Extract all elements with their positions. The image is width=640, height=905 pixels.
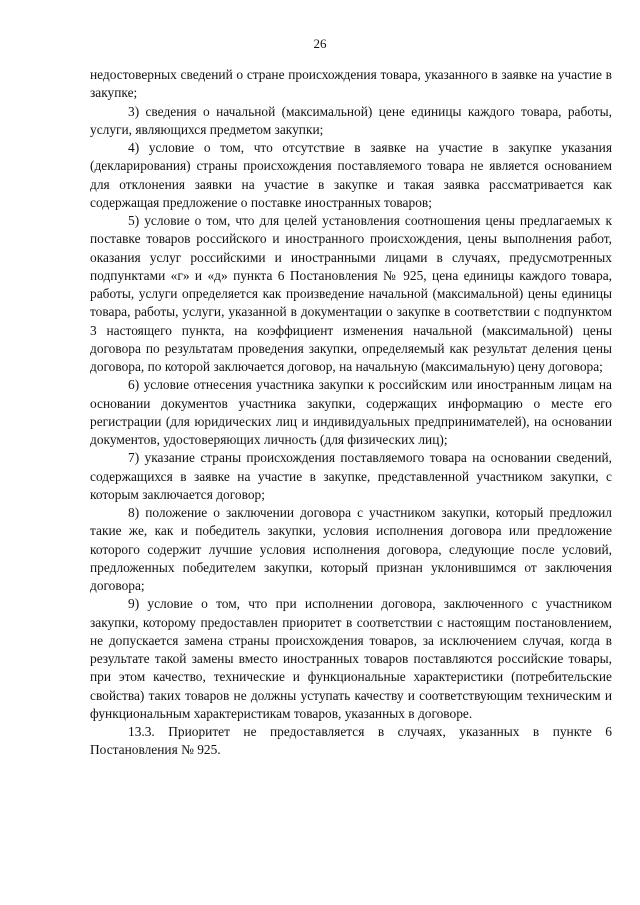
paragraph-item-6: 6) условие отнесения участника закупки к российским или иностранным лицам на основании документов участника закупки, содержащих информацию о месте его регистрации (для юридических лиц и индивидуальных предпринимателей), на основании документов, удостоверяющих личность (для физических лиц); xyxy=(90,377,612,447)
paragraph-item-9: 9) условие о том, что при исполнении договора, заключенного с участником закупки, которому предоставлен приоритет в соответствии с настоящим постановлением, не допускается замена страны происхождения товаров, за исключением случая, когда в результате такой замены вместо иностранных товаров поставляются российские товары, при этом качество, технические и функциональные характеристики (потребительские свойства) таких товаров не должны уступать качеству и соответствующим техническим и функциональным характеристикам товаров, указанных в договоре. xyxy=(90,596,612,721)
paragraph-item-7: 7) указание страны происхождения поставляемого товара на основании сведений, содержащихся в заявке на участие в закупке, представленной участником закупки, с которым заключается договор; xyxy=(90,450,612,502)
paragraph-item-5: 5) условие о том, что для целей установления соотношения цены предлагаемых к поставке товаров российского и иностранного происхождения, цены выполнения работ, оказания услуг российскими и иностранными лицами в случаях, предусмотренных подпунктами «г» и «д» пункта 6 Постановления № 925, цена единицы каждого товара, работы, услуги определяется как произведение начальной (максимальной) цены единицы товара, работы, услуги, указанной в документации о закупке в соответствии с подпунктом 3 настоящего пункта, на коэффициент изменения начальной (максимальной) цены договора по результатам проведения закупки, определяемый как результат деления цены договора, по которой заключается договор, на начальную (максимальную) цену договора; xyxy=(90,213,612,374)
paragraph-item-4: 4) условие о том, что отсутствие в заявке на участие в закупке указания (декларирования) страны происхождения поставляемого товара не является основанием для отклонения заявки на участие в закупке и такая заявка рассматривается как содержащая предложение о поставке иностранных товаров; xyxy=(90,140,612,210)
paragraph-item-3: 3) сведения о начальной (максимальной) цене единицы каждого товара, работы, услуги, являющихся предметом закупки; xyxy=(90,103,612,137)
page-number: 26 xyxy=(313,36,327,51)
paragraph-13-3: 13.3. Приоритет не предоставляется в случаях, указанных в пункте 6 Постановления № 925. xyxy=(90,724,612,758)
paragraph-item-8: 8) положение о заключении договора с участником закупки, который предложил такие же, как и победитель закупки, условия исполнения договора или предложение которого содержит лучшие условия исполнения договора, следующие после условий, предложенных победителем закупки, который признан уклонившимся от заключения договора; xyxy=(90,505,612,593)
document-body xyxy=(90,66,612,760)
paragraph-continuation: недостоверных сведений о стране происхождения товара, указанного в заявке на участие в закупке; xyxy=(90,67,612,101)
